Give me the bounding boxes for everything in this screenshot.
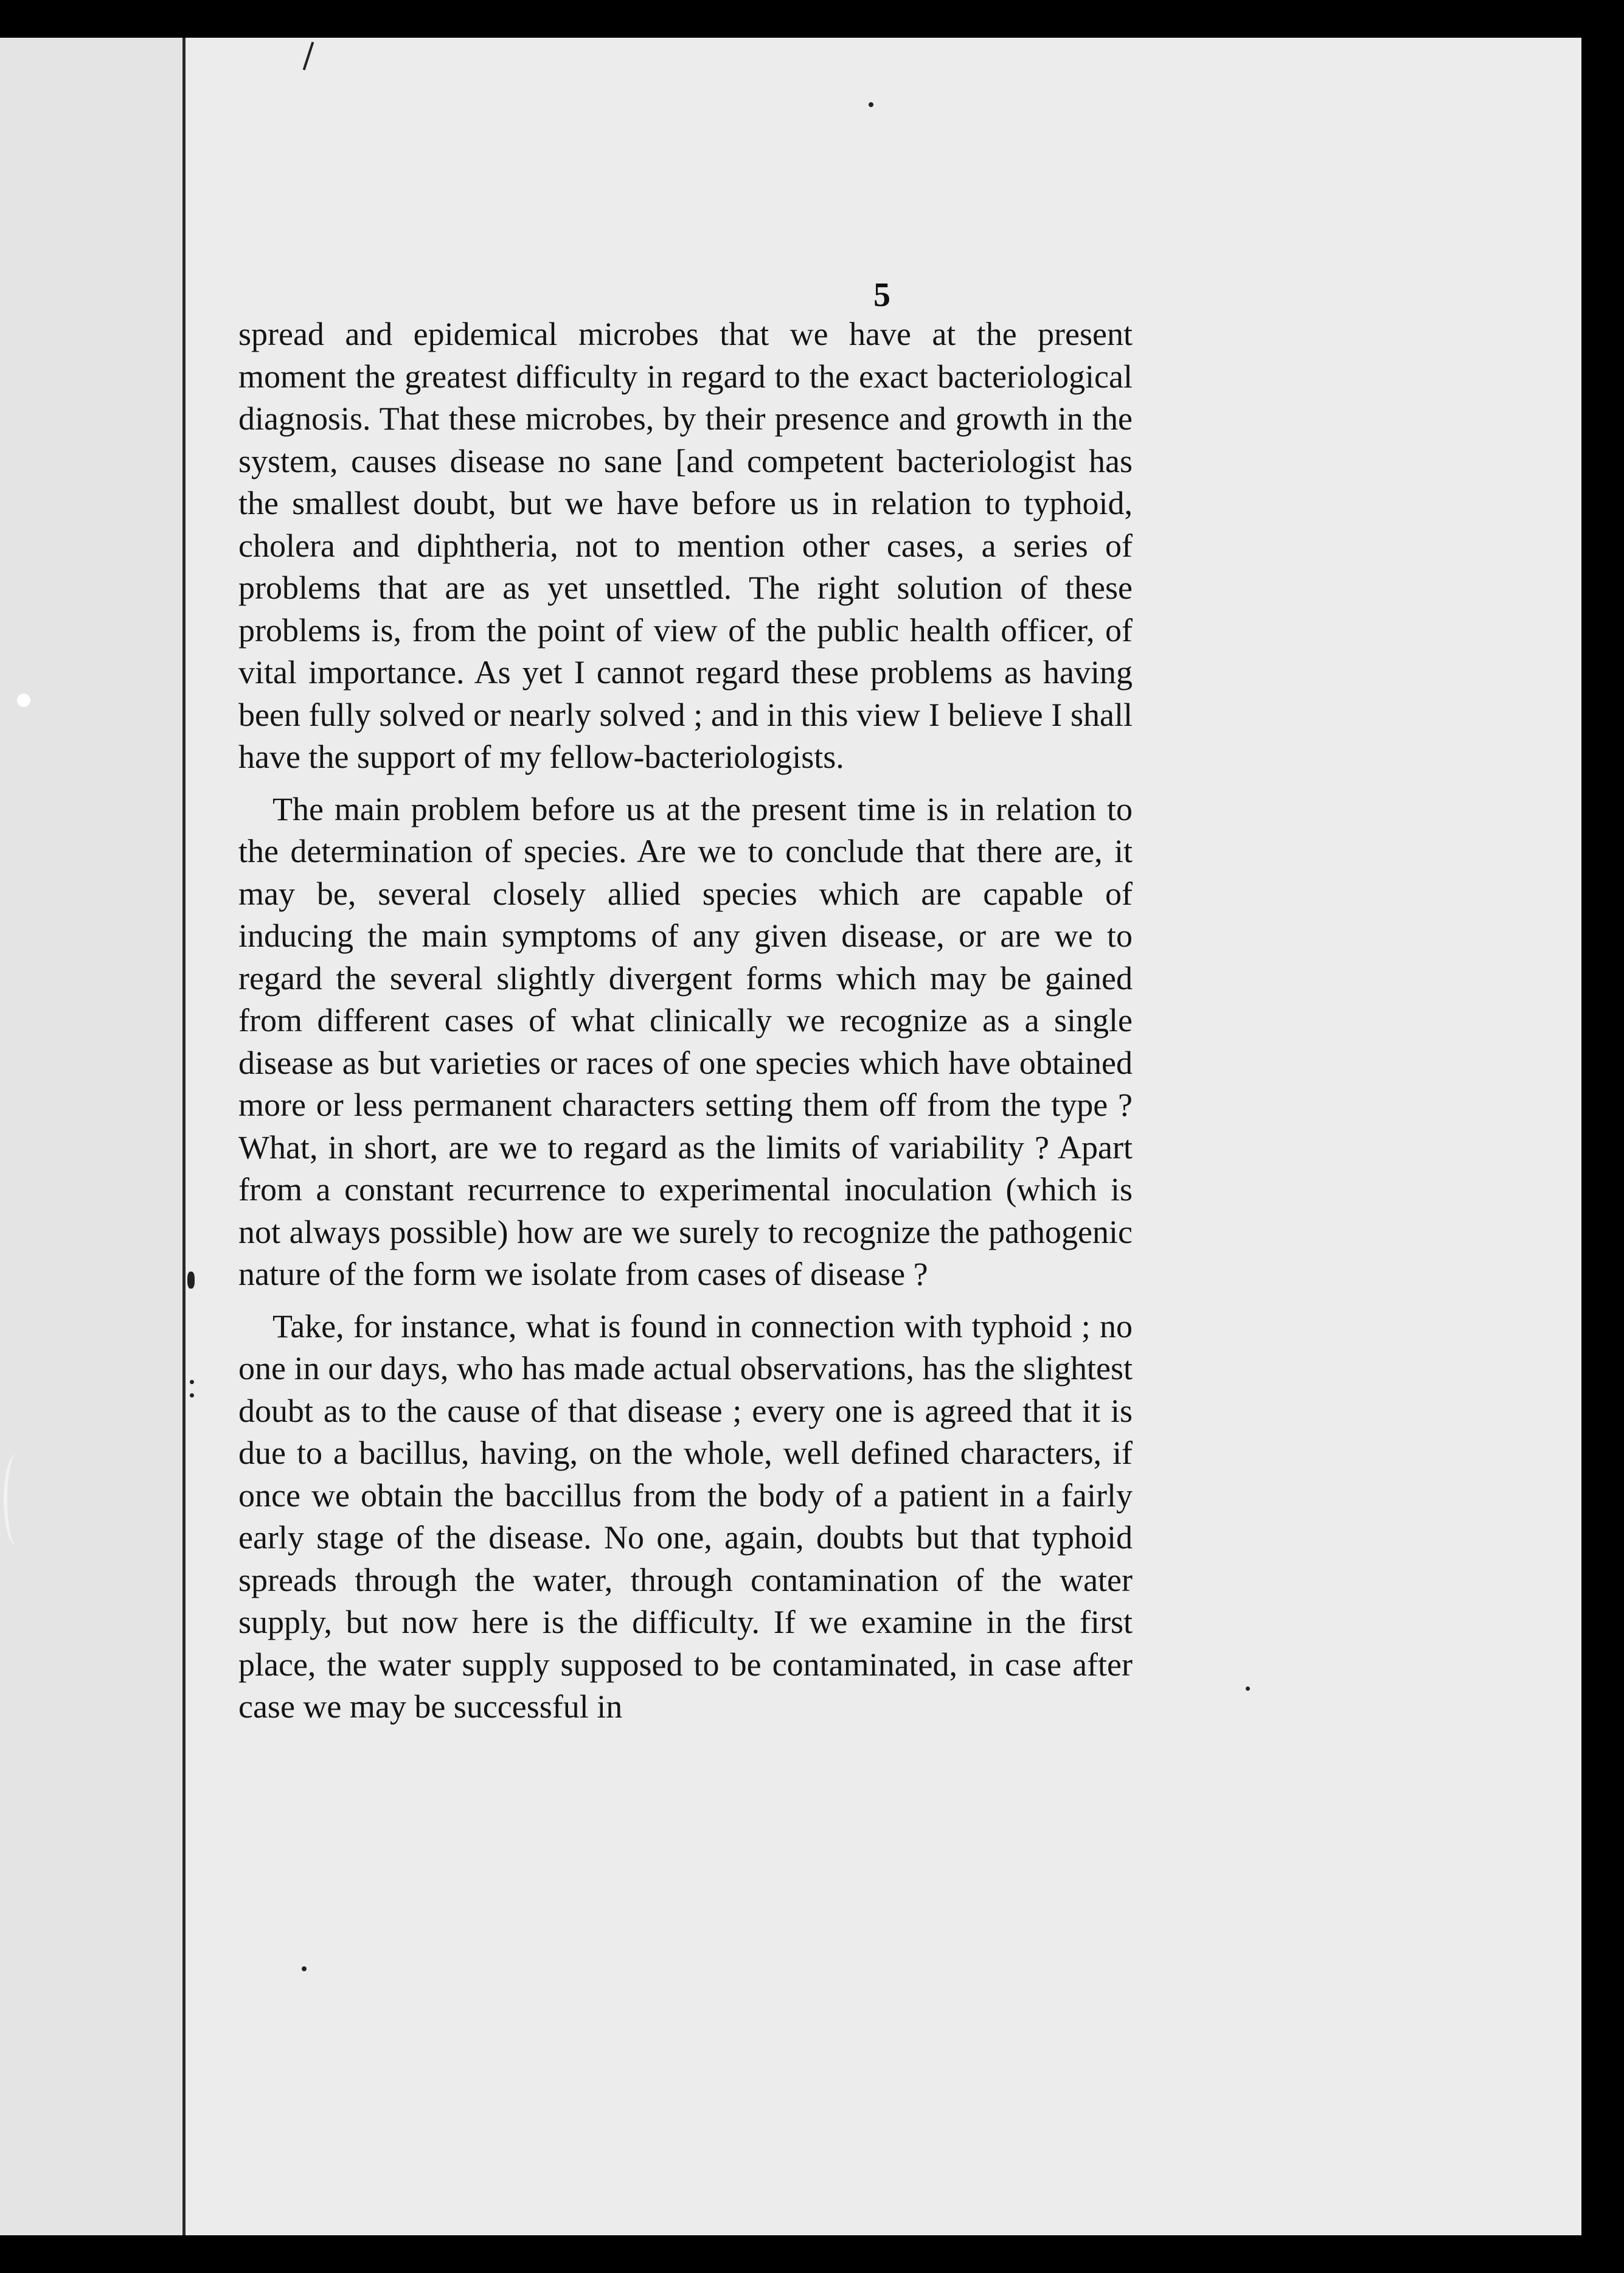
scan-blemish [17, 694, 30, 707]
paragraph-3: Take, for instance, what is found in connection with typhoid ; no one in our days, who has made actual observations, has the slightest doubt as to the cause of that disease ; every one is agreed that it is due to a bacillus, having, on the whole, well defined characters, if once we obtain the baccillus from the body of a patient in a fairly early stage of the disease. No one, again, doubts but that typhoid spreads through the water, through contamination of the water supply, but now here is the difficulty. If we examine in the first place, the water supply supposed to be contaminated, in case after case we may be successful in [238, 1307, 1133, 1725]
scan-speck [190, 1380, 194, 1384]
paragraph-1: spread and epidemical microbes that we have at the present moment the greatest difficulty in regard to the exact bacteriological diagnosis. That these microbes, by their presence and growth in the system, causes disease no sane [and competent bacteriologist has the smallest doubt, but we have before us in relation to typhoid, cholera and diphtheria, not to mention other cases, a series of problems that are as yet unsettled. The right solution of these problems is, from the point of view of the public health officer, of vital importance. As yet I cannot regard these problems as having been fully solved or nearly solved ; and in this view I believe I shall have the support of my fellow-bacteriologists. [238, 316, 1133, 775]
scan-blemish-curve [4, 1454, 29, 1545]
page-number: 5 [873, 276, 890, 314]
left-page-edge [0, 38, 182, 2235]
page-body-text [238, 313, 1133, 1728]
scan-speck [187, 1272, 195, 1289]
scan-speck [302, 1966, 307, 1971]
scan-speck [1246, 1686, 1250, 1691]
page-fold-line [182, 38, 186, 2235]
scan-speck [190, 1393, 194, 1398]
scan-speck [869, 102, 873, 107]
paragraph-2: The main problem before us at the present time is in relation to the determination of species. Are we to conclude that there are, it may be, several closely allied species which are capable of inducing the main symptoms of any given disease, or are we to regard the several slightly divergent forms which may be gained from different cases of what clinically we recognize as a single disease as but varieties or races of one species which have obtained more or less permanent characters setting them off from the type ? What, in short, are we to regard as the limits of variability ? Apart from a constant recurrence to experimental inoculation (which is not always possible) how are we surely to recognize the pathogenic nature of the form we isolate from cases of disease ? [238, 790, 1133, 1292]
right-page-shadow [1581, 38, 1624, 2235]
